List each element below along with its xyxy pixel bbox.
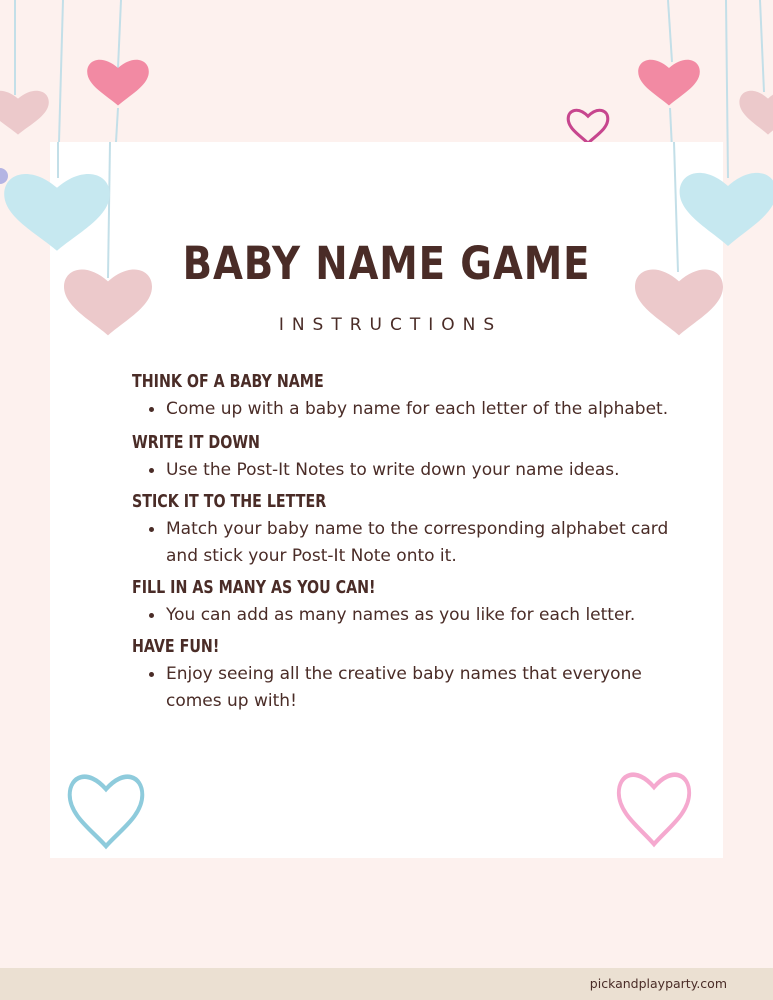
bullet-list [132,661,692,715]
bullet-item: Come up with a baby name for each letter of the alphabet. [166,396,692,423]
instruction-section [132,633,692,715]
page-title: BABY NAME GAME [182,237,591,290]
bullet-list [132,396,692,423]
footer-website: pickandplayparty.com [589,976,727,991]
bullet-item: You can add as many names as you like for each letter. [166,602,692,629]
instruction-section [132,429,692,484]
section-heading: THINK OF A BABY NAME [132,371,324,392]
footer-band [0,968,773,1000]
bullet-item: Match your baby name to the corresponding alphabet card and stick your Post-It Note onto it. [166,516,692,570]
section-heading: FILL IN AS MANY AS YOU CAN! [132,577,376,598]
section-heading: WRITE IT DOWN [132,432,260,453]
instruction-section [132,488,692,570]
instructions-list [132,368,692,715]
bullet-list [132,457,692,484]
instruction-section [132,574,692,629]
heart-outline-icon [619,775,689,845]
bullet-list [132,516,692,570]
bullet-list [132,602,692,629]
heart-outline-icon [70,777,143,847]
bullet-item: Use the Post-It Notes to write down your name ideas. [166,457,692,484]
page-subtitle: INSTRUCTIONS [278,315,503,335]
bullet-item: Enjoy seeing all the creative baby names that everyone comes up with! [166,661,692,715]
section-heading: HAVE FUN! [132,636,220,657]
instruction-section [132,368,692,423]
section-heading: STICK IT TO THE LETTER [132,491,327,512]
